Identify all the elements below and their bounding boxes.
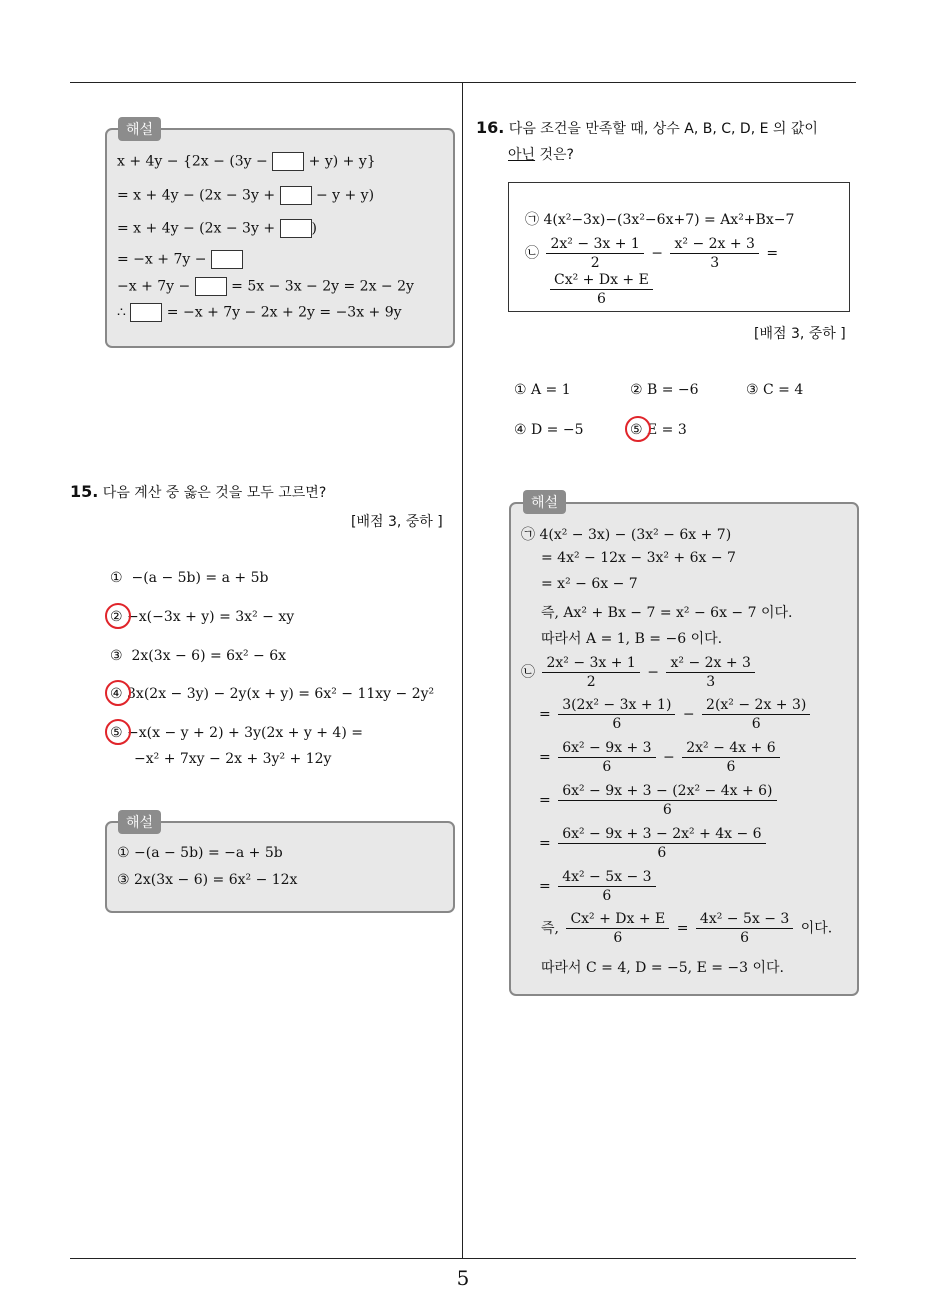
question-number: 15.	[70, 482, 99, 501]
selected-answer-marker	[105, 603, 131, 629]
choice-3[interactable]: ③ 2x(3x − 6) = 6x² − 6x	[110, 648, 287, 664]
choice-1[interactable]: ① A = 1	[514, 382, 571, 398]
solution-line: = $\frac{\text{6x² − 9x + 3 − (2x² − 4x + 6)}}{6}$	[539, 782, 780, 819]
solution-line: = −x + 7y −	[117, 250, 243, 269]
solution-line: 즉, Ax² + Bx − 7 = x² − 6x − 7 이다.	[541, 605, 793, 621]
top-rule	[70, 82, 856, 83]
condition-2: ㉡ $\frac{\text{2x² − 3x + 1}}{2}$ − $\frac{\text{x² − 2x + 3}}{3}$ =	[525, 236, 779, 271]
solution-line: ③ 2x(3x − 6) = 6x² − 12x	[117, 872, 298, 888]
question-text: 다음 조건을 만족할 때, 상수 A, B, C, D, E 의 값이	[508, 121, 818, 137]
condition-box	[508, 182, 850, 312]
score-label: [배점 3, 중하 ]	[351, 514, 443, 530]
question-text-line2: 아닌 것은?	[508, 147, 574, 163]
solution-line: ① −(a − 5b) = −a + 5b	[117, 845, 283, 861]
bottom-rule	[70, 1258, 856, 1259]
question-16	[476, 118, 818, 138]
solution-line: = x + 4y − (2x − 3y + − y + y)	[117, 187, 375, 204]
selected-answer-marker	[105, 719, 131, 745]
solution-line: = $\frac{\text{4x² − 5x − 3}}{6}$	[539, 868, 659, 905]
choice-3[interactable]: ③ C = 4	[746, 382, 804, 398]
question-text: 다음 계산 중 옳은 것을 모두 고르면?	[102, 485, 327, 501]
solution-line: = 4x² − 12x − 3x² + 6x − 7	[541, 550, 736, 566]
solution-line: = x² − 6x − 7	[541, 576, 638, 592]
solution-tag: 해설	[118, 117, 161, 141]
solution-line: = $\frac{\text{3(2x² − 3x + 1)}}{6}$ − $\frac{\text{2(x² − 2x + 3)}}{6}$	[539, 696, 813, 733]
solution-line: ㉡ $\frac{\text{2x² − 3x + 1}}{2}$ − $\frac{\text{x² − 2x + 3}}{3}$	[521, 654, 758, 691]
choice-5[interactable]: ⑤ E = 3	[630, 422, 687, 438]
solution-line: 즉, $\frac{\text{Cx² + Dx + E}}{6}$ = $\frac{\text{4x² − 5x − 3}}{6}$ 이다.	[541, 911, 833, 946]
choice-2[interactable]: ② B = −6	[630, 382, 699, 398]
answer-blank	[130, 303, 162, 322]
choice-5-continued: −x² + 7xy − 2x + 3y² + 12y	[134, 751, 332, 767]
answer-blank	[211, 250, 243, 269]
answer-blank	[272, 152, 304, 171]
answer-blank	[280, 186, 312, 205]
choice-4[interactable]: ④ 3x(2x − 3y) − 2y(x + y) = 6x² − 11xy − 2y²	[110, 686, 435, 702]
column-divider	[462, 83, 463, 1259]
choice-4[interactable]: ④ D = −5	[514, 422, 584, 438]
solution-line: 따라서 C = 4, D = −5, E = −3 이다.	[541, 960, 785, 976]
choice-2[interactable]: ② −x(−3x + y) = 3x² − xy	[110, 609, 295, 625]
solution-line: 따라서 A = 1, B = −6 이다.	[541, 631, 723, 647]
solution-box-14	[105, 128, 455, 348]
solution-box-16	[509, 502, 859, 996]
solution-line: −x + 7y − = 5x − 3x − 2y = 2x − 2y	[117, 278, 414, 295]
solution-tag: 해설	[523, 490, 566, 514]
solution-tag: 해설	[118, 810, 161, 834]
score-label: [배점 3, 중하 ]	[754, 326, 846, 342]
solution-line: = x + 4y − (2x − 3y + )	[117, 220, 317, 237]
selected-answer-marker	[105, 680, 131, 706]
question-15	[70, 482, 326, 502]
answer-blank	[195, 277, 227, 296]
choice-1[interactable]: ① −(a − 5b) = a + 5b	[110, 570, 269, 586]
choice-5[interactable]: ⑤ −x(x − y + 2) + 3y(2x + y + 4) =	[110, 725, 363, 741]
solution-line: = $\frac{\text{6x² − 9x + 3 − 2x² + 4x − 6}}{6}$	[539, 825, 769, 862]
solution-line: x + 4y − {2x − (3y − + y) + y}	[117, 153, 376, 170]
page-number: 5	[456, 1266, 470, 1290]
condition-1: ㉠ 4(x²−3x)−(3x²−6x+7) = Ax²+Bx−7	[525, 212, 795, 228]
selected-answer-marker	[625, 416, 651, 442]
solution-box-15	[105, 821, 455, 913]
solution-line: ㉠ 4(x² − 3x) − (3x² − 6x + 7)	[521, 527, 732, 543]
solution-line: = $\frac{\text{6x² − 9x + 3}}{6}$ − $\frac{\text{2x² − 4x + 6}}{6}$	[539, 739, 783, 776]
condition-2-continued: $\frac{\text{Cx² + Dx + E}}{6}$	[547, 271, 656, 308]
solution-line: ∴ = −x + 7y − 2x + 2y = −3x + 9y	[117, 304, 402, 321]
answer-blank	[280, 219, 312, 238]
question-number: 16.	[476, 118, 505, 137]
